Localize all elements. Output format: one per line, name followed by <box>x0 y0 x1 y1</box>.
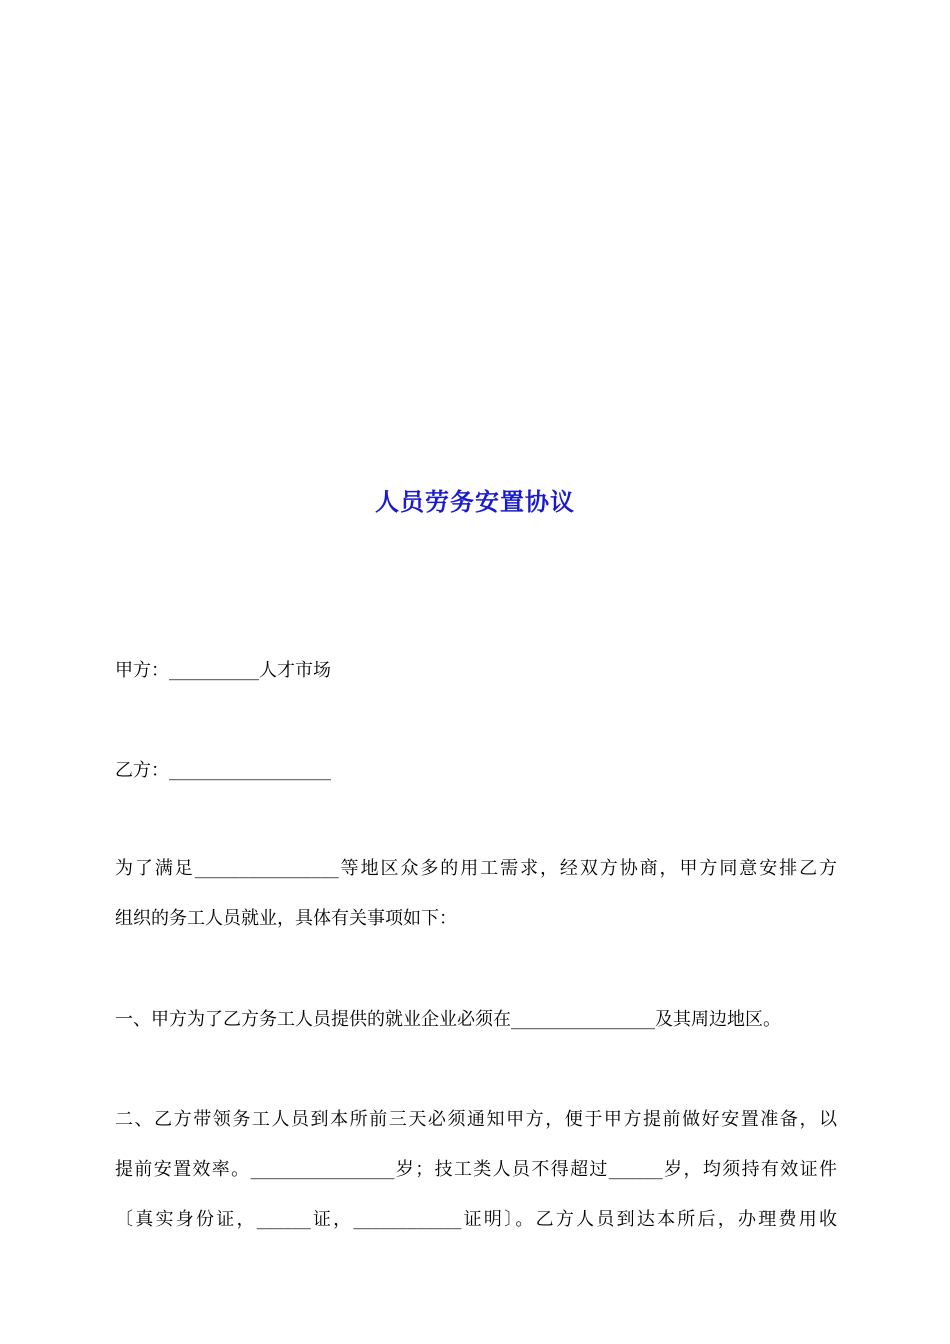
party-a-line <box>115 646 837 696</box>
clause-two-line-2: 提前安置效率。________________岁；技工类人员不得超过______岁，均须持有效证件 <box>115 1159 837 1180</box>
intro-paragraph <box>115 844 837 944</box>
clause-one-paragraph <box>115 995 837 1045</box>
intro-line-1: 为了满足________________等地区众多的用工需求，经双方协商，甲方同意安排乙方 <box>115 858 837 879</box>
party-b-text: 乙方：__________________ <box>115 760 331 781</box>
intro-line-2: 组织的务工人员就业，具体有关事项如下： <box>115 908 457 929</box>
clause-two-line-3: 〔真实身份证，______证，____________证明〕。乙方人员到达本所后，办理费用收 <box>115 1209 837 1230</box>
clause-two-line-1: 二、乙方带领务工人员到本所前三天必须通知甲方，便于甲方提前做好安置准备，以 <box>115 1109 837 1130</box>
party-a-text: 甲方：__________人才市场 <box>115 660 331 681</box>
clause-one-text: 一、甲方为了乙方务工人员提供的就业企业必须在________________及其周边地区。 <box>115 1009 781 1030</box>
clause-two-paragraph <box>115 1095 837 1245</box>
document-title: 人员劳务安置协议 <box>375 487 575 516</box>
party-b-line <box>115 746 837 796</box>
